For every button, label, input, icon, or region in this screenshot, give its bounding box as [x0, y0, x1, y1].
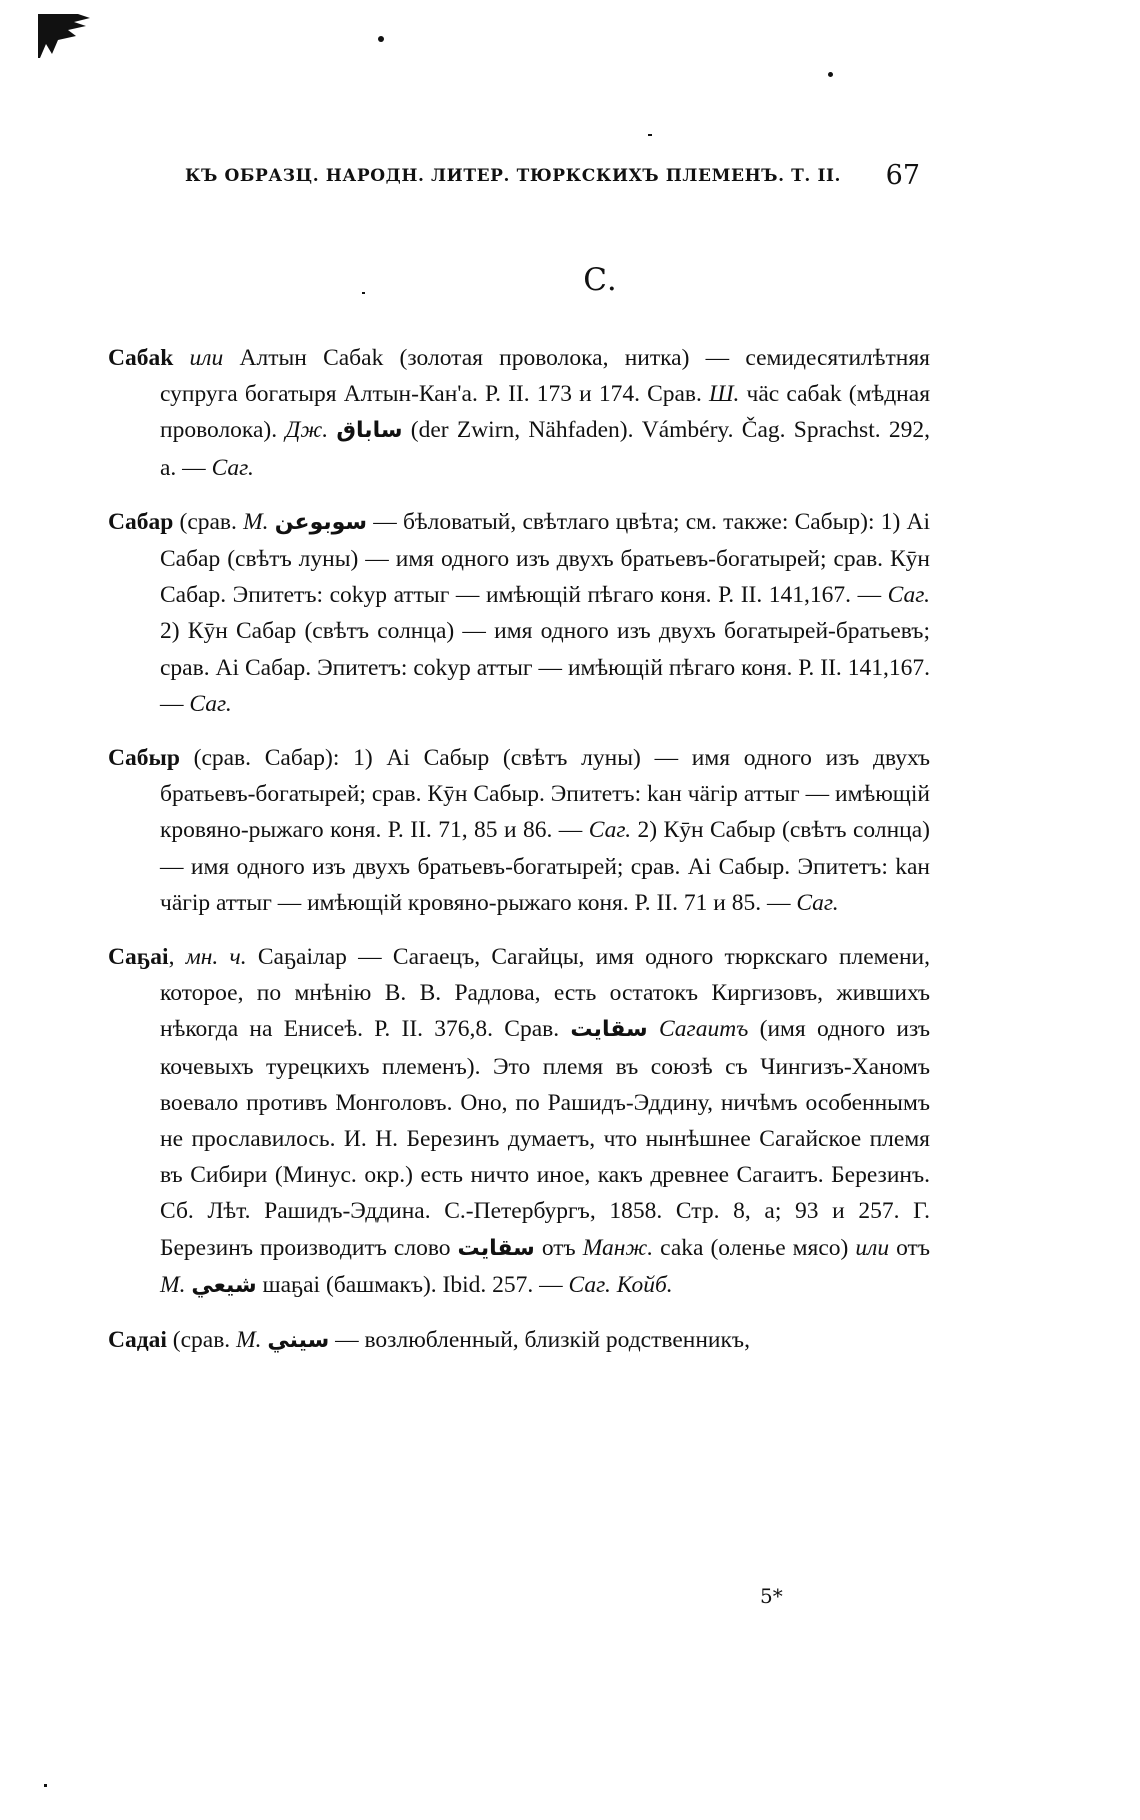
- entry-text: (срав. Сабар): 1) Аi Сабыр (свѣтъ луны) — имя одного изъ двухъ братьевъ-богатырей; срав. Кӯн Сабыр. Эпитетъ: kан чäгiр аттыг — имѣющій кровяно-рыжаго коня. Р. II. 71, 85 и 86. —: [160, 745, 930, 844]
- dictionary-entry-sabar: [108, 504, 930, 722]
- italic-text: Саг.: [588, 817, 632, 844]
- italic-text: Саг.: [796, 889, 839, 916]
- entry-headword: Сабыр: [108, 745, 180, 772]
- entry-text: шаҕаi (башмакъ). Ibid. 257. —: [256, 1271, 569, 1298]
- entry-text: (der Zwirn, Nähfaden). Vámbéry. Čag. Sprachst. 292, a. —: [160, 417, 931, 481]
- italic-text: Дж.: [285, 417, 329, 444]
- italic-text: мн. ч.: [185, 944, 247, 971]
- entry-text: (срав.: [166, 1327, 237, 1354]
- entry-headword: Садаi: [108, 1327, 167, 1354]
- italic-text: или: [855, 1234, 890, 1261]
- dictionary-entry-sabak: [108, 340, 930, 486]
- dictionary-entry-sabyr: [108, 740, 930, 921]
- ink-speck: [44, 1784, 47, 1787]
- italic-text: Саг. Койб.: [568, 1271, 673, 1298]
- italic-text: М.: [160, 1271, 186, 1298]
- italic-text: М.: [243, 508, 269, 535]
- italic-text: Ш.: [709, 381, 740, 408]
- ink-speck: [378, 36, 384, 42]
- italic-text: Саг.: [887, 582, 930, 609]
- entry-headword: Сабар: [108, 508, 174, 535]
- running-header: [185, 160, 920, 200]
- italic-text: М.: [236, 1327, 262, 1354]
- italic-text: Манж.: [582, 1234, 654, 1261]
- italic-text: Сагаитъ: [658, 1016, 749, 1043]
- ink-speck: [828, 72, 833, 77]
- entry-text: ,: [168, 944, 186, 971]
- entry-text: (имя одного изъ кочевыхъ турецкихъ племенъ). Это племя въ союзѣ съ Чингизъ-Ханомъ воевало противъ Монголовъ. Оно, по Рашидъ-Эддину, ничѣмъ особеннымъ не прославилось. И. Н. Березинъ думаетъ, что нынѣшнее Сагайское племя въ Сибири (Минус. окр.) есть ничто иное, какъ древнее Сагаитъ. Березинъ. Сб. Лѣт. Рашидъ-Эддина. С.-Петербургъ, 1858. Стр. 8, а; 93 и 257. Г. Березинъ производитъ слово: [160, 1016, 930, 1261]
- entry-text: (срав.: [173, 508, 244, 535]
- entry-text: Саҕаiлар — Сагаецъ, Сагайцы, имя одного тюркскаго племени, которое, по мнѣнію В. В. Радлова, есть остатокъ Киргизовъ, жившихъ нѣкогда на Енисеѣ. Р. II. 376,8. Срав.: [160, 944, 931, 1043]
- italic-text: Саг.: [211, 454, 254, 481]
- entry-text: отъ: [534, 1234, 583, 1261]
- section-letter: С.: [583, 262, 617, 298]
- entry-headword: Саҕаi: [108, 944, 169, 971]
- arabic-script-word: سقايت: [457, 1235, 535, 1261]
- arabic-script-word: شيعي: [191, 1272, 257, 1298]
- ink-blot-corner-mark: [38, 14, 98, 58]
- entry-text: саkа (оленье мясо): [653, 1234, 856, 1261]
- entry-text: — возлюбленный, близкій родственникъ,: [329, 1327, 750, 1354]
- running-title: КЪ ОБРАЗЦ. НАРОДН. ЛИТЕР. ТЮРКСКИХЪ ПЛЕМЕНЪ. Т. II.: [185, 166, 842, 186]
- entry-text: 2) Кӯн Сабыр (свѣтъ солнца) — имя одного изъ двухъ братьевъ-богатырей; срав. Аi Сабыр. Эпитетъ: kан чäгiр аттыг — имѣющій кровяно-рыжаго коня. Р. II. 71 и 85. —: [160, 817, 930, 916]
- entry-text: [173, 345, 189, 371]
- entry-text: чäс сабаk (мѣдная проволока).: [160, 381, 930, 444]
- dictionary-entry-sadai: [108, 1322, 930, 1359]
- entry-text: 2) Кӯн Сабар (свѣтъ солнца) — имя одного изъ двухъ богатырей-братьевъ; срав. Аi Сабар. Эпитетъ: соkур аттыг — имѣющій пѣгаго коня. Р. II. 141,167. —: [160, 618, 930, 717]
- entry-text: отъ: [889, 1234, 930, 1261]
- dictionary-entries: [108, 340, 930, 1359]
- dictionary-entry-sagai: [108, 939, 930, 1304]
- arabic-script-word: ساباق: [336, 418, 403, 444]
- arabic-script-word: سيني: [267, 1328, 330, 1354]
- entry-text: [648, 1016, 659, 1042]
- entry-headword: Сабаk: [108, 345, 174, 371]
- arabic-script-word: سوبوعن: [274, 509, 368, 535]
- page-number: 67: [885, 160, 920, 191]
- printer-signature-mark: 5*: [760, 1584, 783, 1608]
- arabic-script-word: سقايت: [570, 1017, 648, 1043]
- entry-text: Алтын Сабаk (золотая проволока, нитка) — семидесятилѣтняя супруга богатыря Алтын-Кан'а. Р. II. 173 и 174. Срав.: [160, 345, 930, 408]
- italic-text: Саг.: [189, 690, 232, 717]
- entry-text: — бѣловатый, свѣтлаго цвѣта; см. также: Сабыр): 1) Аi Сабар (свѣтъ луны) — имя одного изъ двухъ братьевъ-богатырей; срав. Кӯн Сабар. Эпитетъ: соkур аттыг — имѣющій пѣгаго коня. Р. II. 141,167. —: [160, 508, 930, 609]
- italic-text: или: [189, 345, 224, 371]
- ink-speck: [648, 134, 652, 136]
